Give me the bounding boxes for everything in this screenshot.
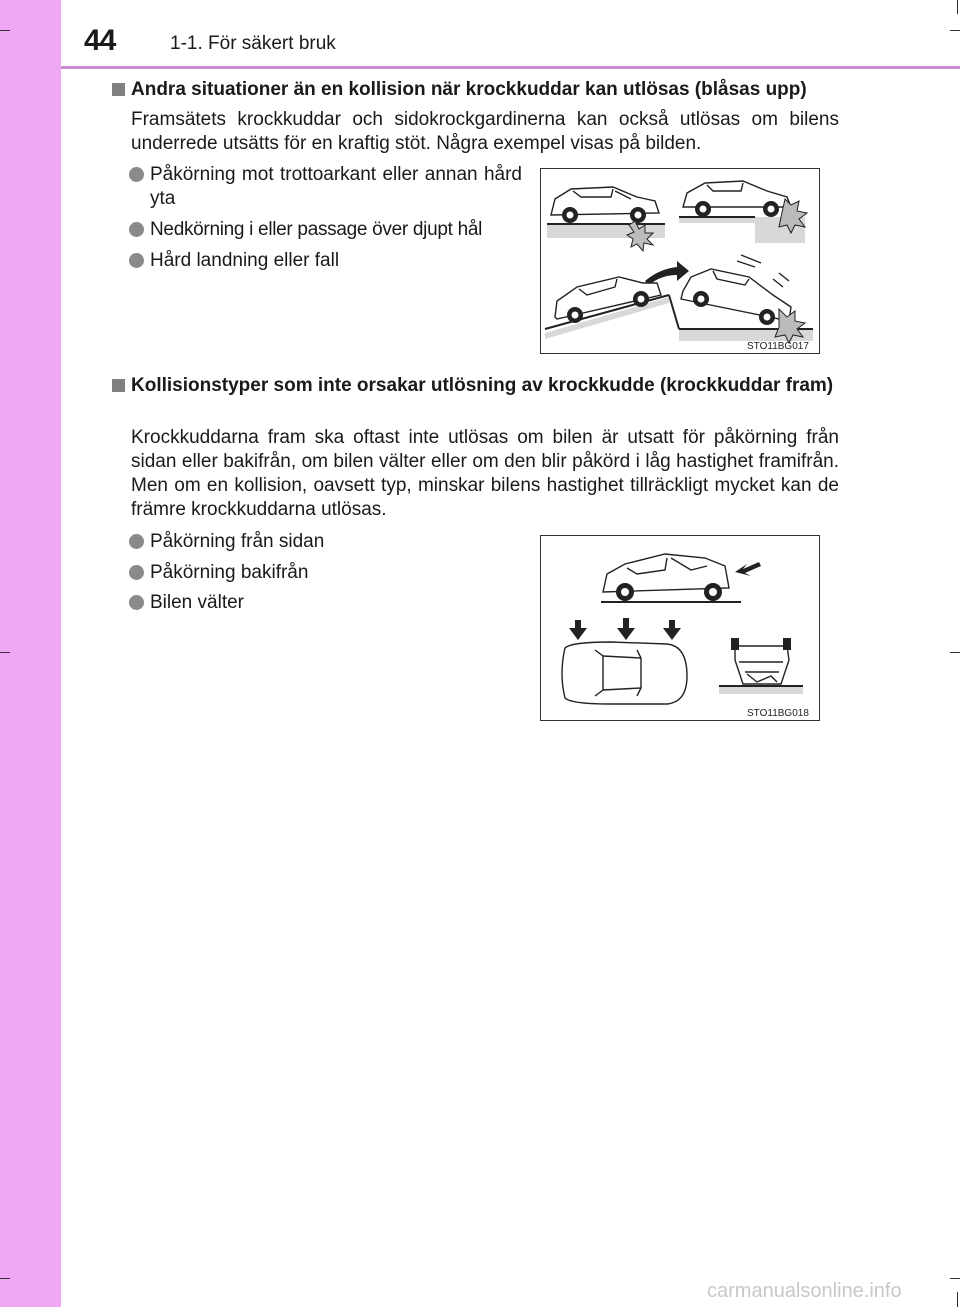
figure-code: STO11BG018 [747,708,809,719]
list-item [150,249,522,273]
bullet-dot-icon [129,167,144,182]
list-item-text: Hård landning eller fall [150,250,340,271]
square-bullet-icon [112,83,125,96]
list-item-text: Nedkörning i eller passage över djupt hål [150,219,483,240]
list-item [150,218,530,242]
list-item-text: Bilen välter [150,592,244,613]
section-paragraph: Framsätets krockkuddar och sidokrockgardinerna kan också utlösas om bilens underrede utsätts för en kraftig stöt. Några exempel visas på bilden. [131,109,839,154]
list-item-text: Påkörning mot trottoarkant eller annan hård yta [150,164,522,209]
collision-illustration [541,169,819,353]
crop-mark [957,0,958,14]
watermark: carmanualsonline.info [707,1280,902,1302]
figure-code: STO11BG017 [747,341,809,352]
section-paragraph: Krockkuddarna fram ska oftast inte utlösas om bilen är utsatt för påkörning från sidan eller bakifrån, om bilen välter eller om den blir påkörd i låg hastighet framifrån. Men om en kollision, oavsett typ, minskar bilens hastighet tillräckligt mycket kan de främre krockkuddarna utlösas. [131,427,839,520]
crop-mark [950,30,960,31]
heading-text: Kollisionstyper som inte orsakar utlösning av krockkudde (krockkuddar fram) [131,375,834,396]
list-item-text: Påkörning från sidan [150,531,325,552]
heading-text: Andra situationer än en kollision när krockkuddar kan utlösas (blåsas upp) [131,79,807,100]
bullet-dot-icon [129,534,144,549]
bullet-dot-icon [129,222,144,237]
bullet-dot-icon [129,253,144,268]
crop-mark [950,1278,960,1279]
crop-mark [957,1292,958,1307]
bullet-dot-icon [129,565,144,580]
list-item [150,561,510,585]
list-item [150,530,510,554]
bullet-dot-icon [129,595,144,610]
figure-collision-examples [540,168,820,354]
section-heading [131,374,843,398]
non-deploy-illustration [541,536,819,720]
list-item [150,163,522,211]
section-label: 1-1. För säkert bruk [170,33,336,54]
crop-mark [0,652,10,653]
side-tab [0,0,61,1307]
figure-non-deploy-types [540,535,820,721]
list-item [150,591,510,615]
crop-mark [950,652,960,653]
crop-mark [0,30,10,31]
section-heading [131,78,846,102]
list-item-text: Påkörning bakifrån [150,562,309,583]
header-rule [61,66,960,69]
page-number: 44 [84,24,116,57]
square-bullet-icon [112,379,125,392]
crop-mark [0,1278,10,1279]
